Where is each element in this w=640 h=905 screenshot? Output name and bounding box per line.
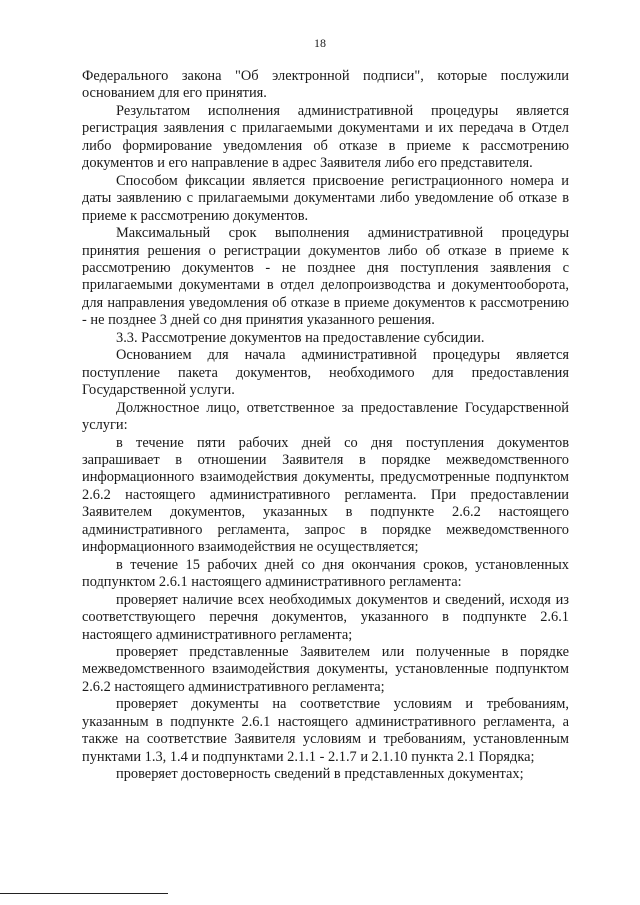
paragraph-check-compliance: проверяет документы на соответствие условиям и требованиям, указанным в подпункте 2.6.1 настоящего административного регламента, а также на соответствие Заявителя условиям и требованиям, установленным пунктами 1.3, 1.4 и подпунктами 2.1.1 - 2.1.7 и 2.1.10 пункта 2.1 Порядка; — [82, 696, 569, 765]
paragraph-check-reliability: проверяет достоверность сведений в представленных документах; — [116, 766, 524, 783]
paragraph-fixation-method: Способом фиксации является присвоение регистрационного номера и даты заявлению с прилагаемыми документами либо уведомление об отказе в приеме к рассмотрению документов. — [82, 172, 569, 224]
page-number: 18 — [314, 36, 326, 50]
paragraph-continuation: Федерального закона "Об электронной подписи", которые послужили основанием для его принятия. — [82, 68, 569, 102]
document-body — [82, 68, 569, 784]
paragraph-check-submitted: проверяет представленные Заявителем или полученные в порядке межведомственного взаимодействия документы, установленные подпунктом 2.6.2 настоящего административного регламента; — [82, 643, 569, 695]
paragraph-max-term: Максимальный срок выполнения административной процедуры принятия решения о регистрации документов либо об отказе в приеме к рассмотрению документов - не позднее дня поступления заявления с прилагаемыми документами в отдел делопроизводства и документооборота, для направления уведомления об отказе в приеме документов к рассмотрению - не позднее 3 дней со дня принятия указанного решения. — [82, 225, 569, 329]
paragraph-fifteen-days: в течение 15 рабочих дней со дня окончания сроков, установленных подпунктом 2.6.1 настоящего административного регламента: — [82, 556, 569, 591]
paragraph-procedure-result: Результатом исполнения административной процедуры является регистрация заявления с прилагаемыми документами и их передача в Отдел либо формирование уведомления об отказе в приеме к рассмотрению документов и его направление в адрес Заявителя либо его представителя. — [82, 102, 569, 172]
paragraph-five-days: в течение пяти рабочих дней со дня поступления документов запрашивает в отношении Заявителя в порядке межведомственного информационного взаимодействия документы, предусмотренные подпунктом 2.6.2 настоящего административного регламента. При предоставлении Заявителем документов, указанных в подпункте 2.6.2 настоящего административного регламента, запрос в порядке межведомственного информационного взаимодействия не осуществляется; — [82, 434, 569, 556]
paragraph-check-completeness: проверяет наличие всех необходимых документов и сведений, исходя из соответствующего перечня документов, указанного в подпункте 2.6.1 настоящего административного регламента; — [82, 591, 569, 643]
paragraph-procedure-basis: Основанием для начала административной процедуры является поступление пакета документов, необходимого для предоставления Государственной услуги. — [82, 347, 569, 399]
paragraph-responsible-official: Должностное лицо, ответственное за предоставление Государственной услуги: — [82, 399, 569, 434]
footer-rule — [0, 893, 168, 894]
section-heading-3-3: 3.3. Рассмотрение документов на предоставление субсидии. — [116, 329, 485, 346]
